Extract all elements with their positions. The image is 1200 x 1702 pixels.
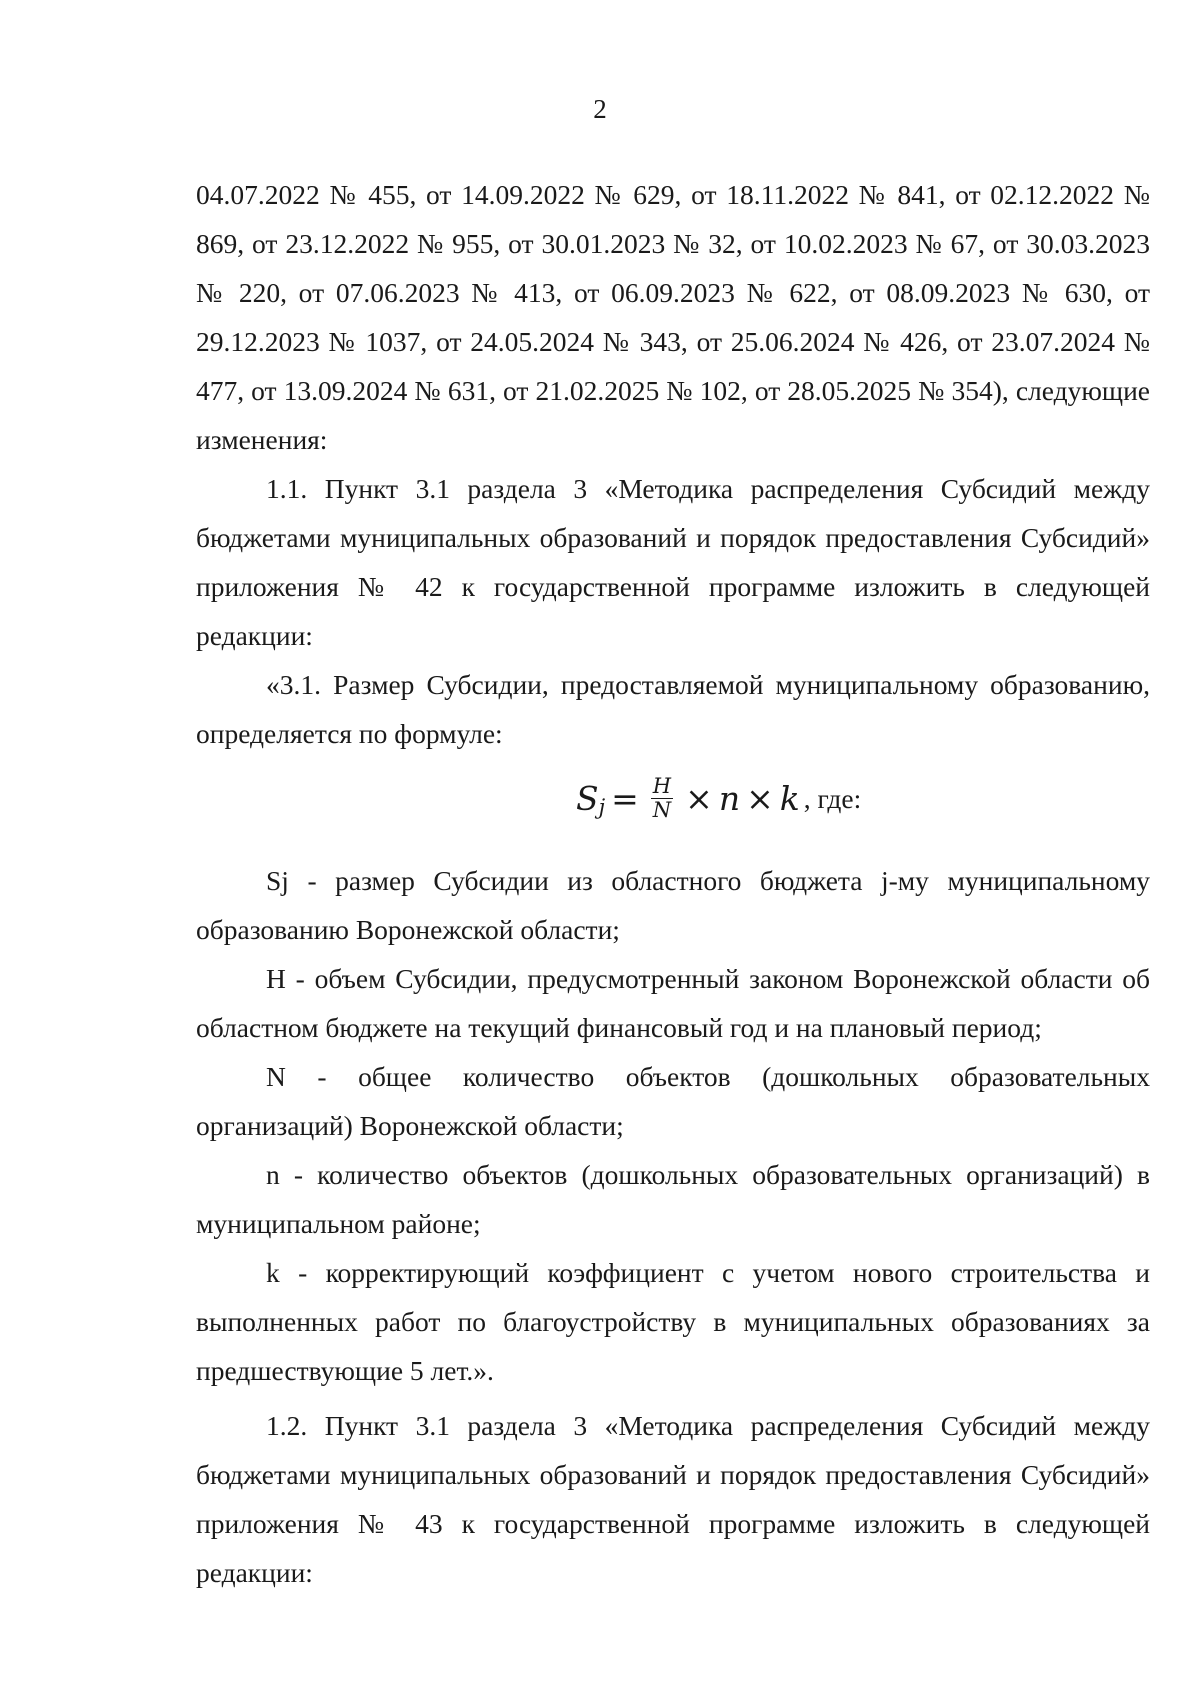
definition-small-n: n - количество объектов (дошкольных образовательных организаций) в муниципальном районе; (196, 1159, 1150, 1239)
formula-equals: = (611, 779, 639, 818)
definition-sj: Sj - размер Субсидии из областного бюджета j-му муниципальному образованию Воронежской области; (196, 865, 1150, 945)
formula-k: k (779, 779, 800, 818)
definition-big-n: N - общее количество объектов (дошкольных образовательных организаций) Воронежской области; (196, 1061, 1150, 1141)
formula-fraction (651, 775, 673, 822)
formula-lhs-subscript: j (598, 795, 606, 819)
paragraph-intro: 04.07.2022 № 455, от 14.09.2022 № 629, от 18.11.2022 № 841, от 02.12.2022 № 869, от 23.12.2022 № 955, от 30.01.2023 № 32, от 10.02.2023 № 67, от 30.03.2023 № 220, от 07.06.2023 № 413, от 06.09.2023 № 622, от 08.09.2023 № 630, от 29.12.2023 № 1037, от 24.05.2024 № 343, от 25.06.2024 № 426, от 23.07.2024 № 477, от 13.09.2024 № 631, от 21.02.2025 № 102, от 28.05.2025 № 354), следующие изменения: (196, 179, 1150, 455)
formula-lhs: S (576, 779, 599, 818)
formula-times-2: × (746, 779, 774, 818)
paragraph-1-1: 1.1. Пункт 3.1 раздела 3 «Методика распределения Субсидий между бюджетами муниципальных образований и порядок предоставления Субсидий» приложения № 42 к государственной программе изложить в следующей редакции: (196, 473, 1150, 651)
definition-h: H - объем Субсидии, предусмотренный законом Воронежской области об областном бюджете на текущий финансовый год и на плановый период; (196, 963, 1150, 1043)
paragraph-3-1: «3.1. Размер Субсидии, предоставляемой муниципальному образованию, определяется по формуле: (196, 669, 1150, 749)
formula-tail: , где: (803, 783, 862, 814)
page-number: 2 (593, 94, 607, 124)
formula-denominator: N (652, 798, 672, 822)
formula (576, 774, 861, 823)
formula-times-1: × (685, 779, 713, 818)
formula-numerator: H (652, 774, 672, 798)
document-body (196, 170, 1150, 1597)
formula-n: n (718, 779, 741, 818)
formula-block (196, 758, 1150, 856)
paragraph-1-2: 1.2. Пункт 3.1 раздела 3 «Методика распределения Субсидий между бюджетами муниципальных образований и порядок предоставления Субсидий» приложения № 43 к государственной программе изложить в следующей редакции: (196, 1410, 1150, 1588)
definition-k: k - корректирующий коэффициент с учетом нового строительства и выполненных работ по благоустройству в муниципальных образованиях за предшествующие 5 лет.». (196, 1257, 1150, 1386)
